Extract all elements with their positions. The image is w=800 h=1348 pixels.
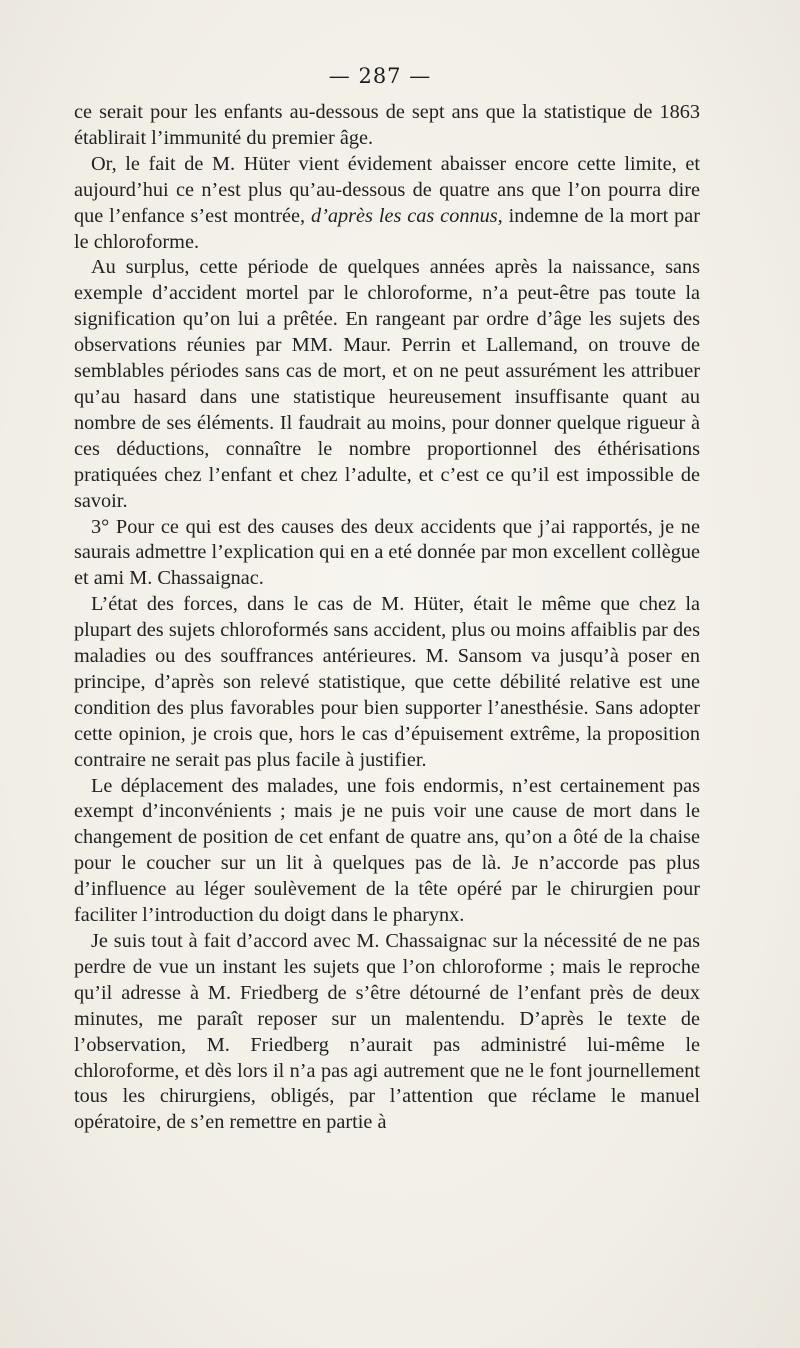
paragraph-4: 3° Pour ce qui est des causes des deux accidents que j’ai rapportés, je ne saurais admettre l’explication qui en a eté donnée par mon excellent collègue et ami M. Chassaignac. [74, 515, 700, 590]
paragraph-1: ce serait pour les enfants au-dessous de sept ans que la statistique de 1863 établirait l’immunité du premier âge. [74, 101, 700, 149]
paragraph-2-italic: d’après les cas connus, [310, 204, 503, 227]
paragraph-2-end: indemne de la mort par le chloroforme. [74, 204, 700, 253]
paragraph-7: Je suis tout à fait d’accord avec M. Chassaignac sur la nécessité de ne pas perdre de vue un instant les sujets que l’on chloroforme ; mais le reproche qu’il adresse à M. Friedberg de s’être détourné de l’enfant près de deux minutes, me paraît reposer sur un malentendu. D’après le texte de l’observation, M. Friedberg n’aurait pas administré lui-même le chloroforme, et dès lors il n’a pas agi autrement que ne le font journellement tous les chirurgiens, obligés, par l’attention que réclame le manuel opératoire, de s’en remettre en partie à [74, 930, 700, 1134]
paragraph-6: Le déplacement des malades, une fois endormis, n’est certainement pas exempt d’inconvénients ; mais je ne puis voir une cause de mort dans le changement de position de cet enfant de quatre ans, qu’on a ôté de la chaise pour le coucher sur un lit à quelques pas de là. Je n’accorde pas plus d’influence au léger soulèvement de la tête opéré par le chirurgien pour faciliter l’introduction du doigt dans le pharynx. [74, 774, 700, 927]
paragraph-2-start: Or, le fait de M. Hüter vient évidement abaisser encore cette limite, et aujourd’hui ce n’est plus qu’au-dessous de quatre ans que l’on pourra dire que l’enfance s’est montrée, [74, 152, 700, 227]
paragraph-5: L’état des forces, dans le cas de M. Hüter, était le même que chez la plupart des sujets chloroformés sans accident, plus ou moins affaiblis par des maladies ou des souffrances antérieures. M. Sansom va jusqu’à poser en principe, d’après son relevé statistique, que cette débilité relative est une condition des plus favorables pour bien supporter l’anesthésie. Sans adopter cette opinion, je crois que, hors le cas d’épuisement extrême, la proposition contraire ne serait pas plus facile à justifier. [74, 593, 700, 771]
paragraph-2 [74, 152, 700, 256]
body-text [74, 100, 700, 1136]
paragraph-3: Au surplus, cette période de quelques années après la naissance, sans exemple d’accident mortel par le chloroforme, n’a peut-être pas toute la signification qu’on lui a prêtée. En rangeant par ordre d’âge les sujets des observations réunies par MM. Maur. Perrin et Lallemand, on trouve de semblables périodes sans cas de mort, et on ne peut assurément les attribuer qu’au hasard dans une statistique heureusement insuffisante quant au nombre de ses éléments. Il faudrait au moins, pour donner quelque rigueur à ces déductions, connaître le nombre proportionnel des éthérisations pratiquées chez l’enfant et chez l’adulte, et c’est ce qu’il est impossible de savoir. [74, 256, 700, 512]
page-number: — 287 — [328, 64, 432, 88]
